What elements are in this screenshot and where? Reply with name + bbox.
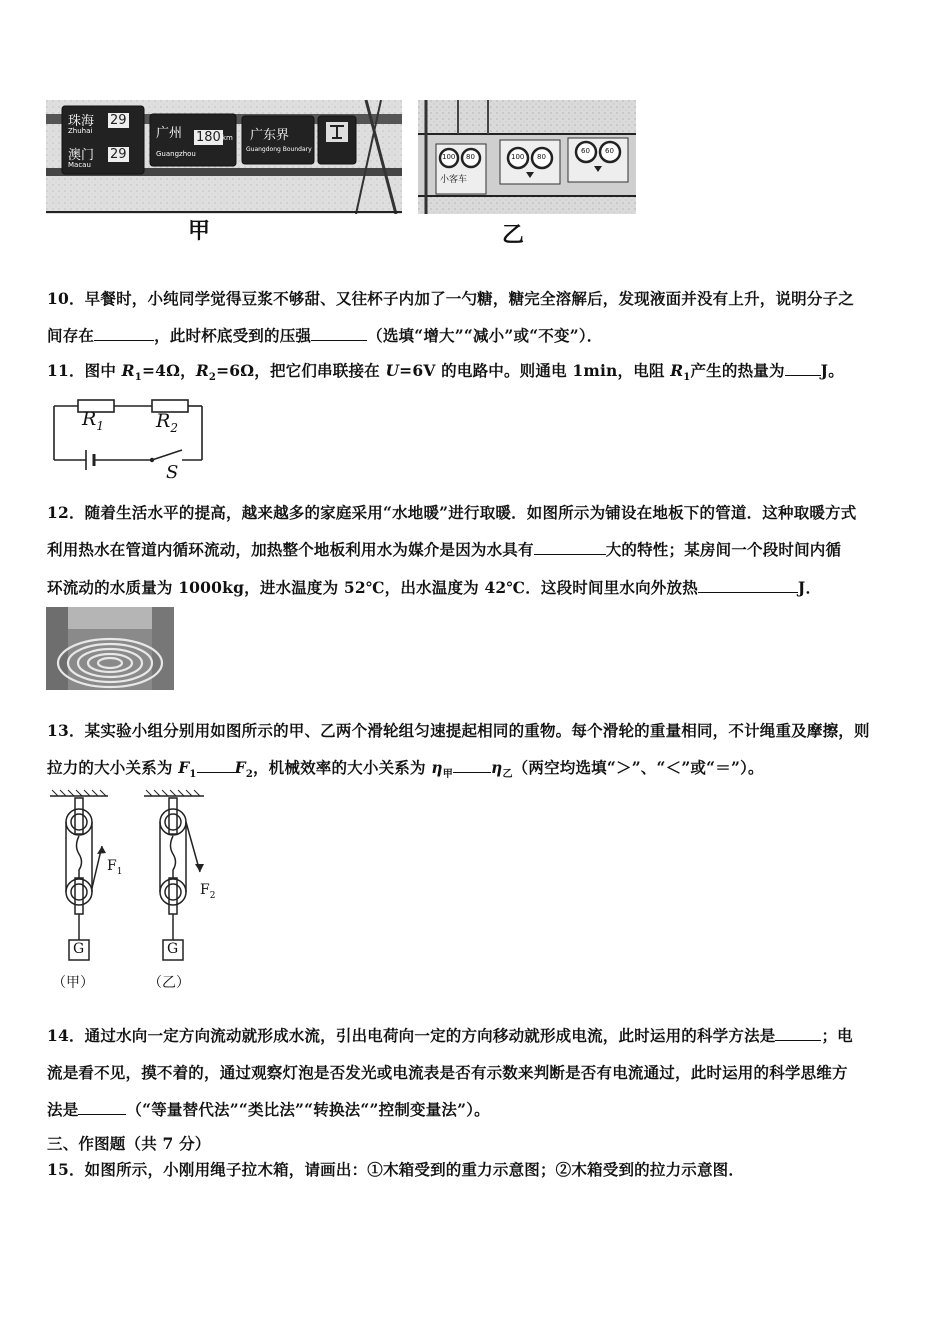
q15-line1: 15．如图所示，小刚用绳子拉木箱，请画出：①木箱受到的重力示意图；②木箱受到的拉力示意图． [47,1160,745,1179]
pulley-f1-sub: 1 [116,866,123,877]
q12-line1: 12．随着生活水平的提高，越来越多的家庭采用“水地暖”进行取暖．如图所示为铺设在地板下的管道．这种取暖方式 [47,503,857,522]
q14-line2: 流是看不见，摸不着的，通过观察灯泡是否发光或电流表是否有示数来判断是否有电流通过，此时运用的科学思维方 [47,1063,848,1082]
q14-text-d: （“等量替代法”“类比法”“转换法“”控制变量法”）。 [126,1100,490,1119]
q11-blank[interactable] [785,361,821,376]
q12-text-a: 利用热水在管道内循环流动，加热整个地板利用水为媒介是因为水具有 [47,540,534,559]
q13-line2 [47,756,764,780]
q10-line2 [47,324,602,346]
circuit-r1-label [82,408,104,433]
q11-r1b-sub: 1 [683,372,691,384]
q12-text-b: 大的特性；某房间一个段时间内循 [605,540,842,559]
q13-line1: 13．某实验小组分别用如图所示的甲、乙两个滑轮组匀速提起相同的重物。每个滑轮的重量相同，不计绳重及摩擦，则 [47,721,870,740]
q11-text-c: =6Ω，把它们串联接在 [216,361,386,380]
circuit-r1-letter: R [82,408,97,430]
q14-text-b: ；电 [821,1026,853,1045]
lane-label: 小客车 [440,175,468,185]
q11-text-d: =6V 的电路中。则通电 1min，电阻 [399,361,671,380]
q11-text-b: =4Ω， [141,361,196,380]
q13-f2-sub: 2 [245,769,253,781]
sign-guangzhou-unit: km [222,134,233,142]
q14-text-a: 14．通过水向一定方向流动就形成水流，引出电荷向一定的方向移动就形成电流，此时运用的科学方法是 [47,1026,776,1045]
pulley-f2-sub: 2 [209,890,216,901]
sign-zhuhai-distance: 29 [110,113,127,128]
pulley-f2-letter: F [200,882,210,898]
pulley-weight-a: G [73,941,85,957]
q14-line1 [47,1024,853,1046]
q14-line3 [47,1098,490,1120]
q12-blank-1[interactable] [534,540,606,555]
q12-text-d: J． [797,578,822,597]
circuit-diagram [48,396,208,488]
q13-f2: F [234,758,246,777]
pulley-weight-b: G [167,941,179,957]
speed-sign-6: 60 [605,147,614,155]
figure-caption-a: 甲 [188,219,211,244]
q12-blank-2[interactable] [698,578,798,593]
sign-guangzhou-distance: 180 [196,130,221,145]
q13-blank-1[interactable] [197,758,235,773]
q11-r1-sub: 1 [134,372,142,384]
q11-r2-sub: 2 [208,372,217,384]
sign-zhuhai-pinyin: Zhuhai [68,127,93,135]
section-3-title: 三、作图题（共 7 分） [47,1134,211,1153]
pulley-diagram [44,786,234,996]
q12-line3 [47,576,821,598]
speed-sign-1: 100 [442,153,456,161]
circuit-r2-label [156,410,178,435]
circuit-switch-label: S [166,462,179,483]
q11-u: U [385,361,400,380]
q13-eta2: η [490,758,503,777]
road-sign-photo-a [46,100,402,214]
q13-f1-sub: 1 [189,769,197,781]
q13-text-a: 拉力的大小关系为 [47,758,179,777]
circuit-r2-sub: 2 [170,420,178,435]
speed-sign-2: 80 [466,153,475,161]
circuit-r1-sub: 1 [96,418,104,433]
q10-line1: 10．早餐时，小纯同学觉得豆浆不够甜、又往杯子内加了一勺糖，糖完全溶解后，发现液面并没有上升，说明分子之 [47,289,854,308]
q13-text-c: （两空均选填“＞”、“＜”或“＝”）。 [512,758,764,777]
q13-eta1: η [431,758,443,777]
figure-caption-b: 乙 [502,223,525,248]
sign-macau-distance: 29 [110,147,127,162]
sign-macau-pinyin: Macau [68,161,91,169]
speed-sign-5: 60 [581,147,590,155]
pulley-caption-a: （甲） [52,975,94,991]
q10-text-c: （选填“增大”“减小”或“不变”）． [367,326,603,345]
sign-boundary-pinyin: Guangdong Boundary [246,146,312,153]
sign-guangzhou-city: 广州 [156,126,183,141]
sign-guangzhou-pinyin: Guangzhou [156,150,196,158]
pulley-caption-b: （乙） [148,975,190,991]
pulley-f2-label [200,882,215,901]
q14-blank-1[interactable] [775,1026,821,1041]
q11-text-a: 11．图中 [47,361,122,380]
sign-macau-city: 澳门 [68,148,95,163]
q10-blank-1[interactable] [94,326,154,341]
floor-heating-photo [46,607,174,690]
q13-text-b: ，机械效率的大小关系为 [252,758,432,777]
q11-r1: R [121,361,135,380]
q11-text-e: 产生的热量为 [690,361,785,380]
speed-sign-3: 100 [511,153,525,161]
pulley-f1-label [107,858,122,877]
q13-f1: F [178,758,190,777]
q13-eta1-sub: 甲 [442,769,453,781]
road-sign-photo-b [418,100,636,214]
q12-line2 [47,538,841,560]
sign-boundary-text: 广东界 [250,128,290,143]
q11-r1b: R [670,361,684,380]
q14-text-c: 法是 [47,1100,79,1119]
q10-text-a: 间存在 [47,326,95,345]
q13-blank-2[interactable] [453,758,491,773]
q11-r2: R [195,361,209,380]
pulley-f1-letter: F [107,858,117,874]
q13-eta2-sub: 乙 [502,769,513,781]
circuit-r2-letter: R [156,410,171,432]
q10-text-b: ，此时杯底受到的压强 [154,326,312,345]
q12-text-c: 环流动的水质量为 1000kg，进水温度为 52℃，出水温度为 42℃．这段时间里水向外放热 [47,578,698,597]
q10-blank-2[interactable] [311,326,367,341]
q11-line [47,359,844,383]
q14-blank-2[interactable] [78,1100,126,1115]
sign-zhuhai-city: 珠海 [68,114,95,129]
speed-sign-4: 80 [537,153,546,161]
q11-text-f: J。 [820,361,844,380]
